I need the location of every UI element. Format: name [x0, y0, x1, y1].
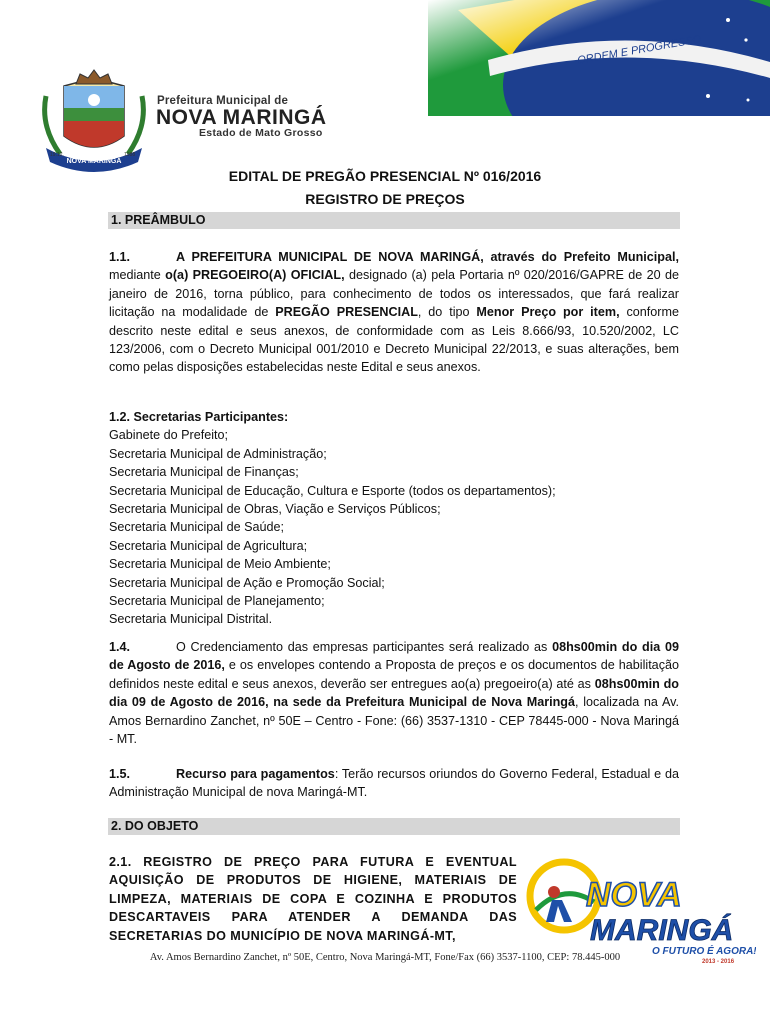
paragraph-number: 1.5.	[109, 767, 131, 781]
paragraph-1-2	[109, 408, 679, 629]
body-text: designado (a) pela Portaria nº 020/2016/GAPRE de 20 de janeiro de 2016, torna público, para conhecimento de todos os interessados, que fará realizar licitação na modalidade de	[109, 268, 679, 320]
section-heading-preambulo: 1. PREÂMBULO	[108, 212, 680, 229]
bold-text: PREGÃO PRESENCIAL	[275, 305, 418, 320]
nova-maringa-logo	[524, 852, 756, 964]
body-text: , localizada na Av. Amos Bernardino Zanchet, nº 50E – Centro - Fone: (66) 3537-1310 - CEP 78445-000 - Nova Maringá - MT.	[109, 695, 679, 747]
page-footer-address: Av. Amos Bernardino Zanchet, nº 50E, Centro, Nova Maringá-MT, Fone/Fax (66) 3537-1100, CEP: 78.445-000	[149, 952, 621, 963]
bold-text: 08hs00min do dia 09 de Agosto de 2016, na sede da Prefeitura Municipal de Nova Maringá	[109, 676, 679, 710]
bold-text: Menor Preço por item,	[476, 305, 620, 320]
seal-date-left: 19.12.	[50, 152, 64, 158]
body-text: conforme descrito neste edital e seus anexos, de conformidade com as Leis 8.666/93, 10.520/2002, LC 123/2006, com o Decreto Municipal 001/2010 e Decreto Municipal 22/2013, e suas alterações, bem como pelas disposições estabelecidas neste Edital e seus anexos.	[109, 305, 679, 375]
paragraph-2-1: 2.1. REGISTRO DE PREÇO PARA FUTURA E EVENTUAL AQUISIÇÃO DE PRODUTOS DE HIGIENE, MATERIAIS DE LIMPEZA, MATERIAIS DE COPA E COZINHA E PRODUTOS DESCARTAVEIS PARA ATENDER A DEMANDA DAS SECRETARIAS DO MUNICÍPIO DE NOVA MARINGÁ-MT,	[109, 855, 517, 943]
secretarias-heading: 1.2. Secretarias Participantes:	[109, 410, 289, 424]
brazil-flag-image	[428, 0, 770, 116]
paragraph-1-4	[109, 638, 679, 748]
secretaria-item: Secretaria Municipal de Educação, Cultura e Esporte (todos os departamentos);	[109, 483, 556, 498]
bold-text: A PREFEITURA MUNICIPAL DE NOVA MARINGÁ, através do Prefeito Municipal,	[176, 250, 679, 264]
body-text: mediante	[109, 268, 166, 283]
paragraph-1-1	[109, 248, 679, 377]
seal-ribbon-text: NOVA MARINGÁ	[66, 158, 122, 165]
header-state: Estado de Mato Grosso	[199, 127, 323, 139]
secretaria-item: Secretaria Municipal de Ação e Promoção Social;	[109, 575, 385, 590]
bold-text: o(a) PREGOEIRO(A) OFICIAL,	[165, 268, 345, 283]
municipal-seal-logo	[36, 66, 152, 174]
secretaria-item: Secretaria Municipal de Meio Ambiente;	[109, 557, 331, 572]
paragraph-1-5	[109, 765, 679, 802]
secretaria-item: Secretaria Municipal de Finanças;	[109, 465, 299, 480]
paragraph-number: 1.4.	[109, 640, 131, 654]
secretaria-item: Secretaria Municipal Distrital.	[109, 612, 273, 627]
logo-word-nova: NOVA	[586, 876, 682, 914]
body-text: , do tipo	[417, 305, 477, 320]
header-prefeitura: Prefeitura Municipal de	[157, 95, 289, 107]
bold-text: Recurso para pagamentos	[176, 767, 335, 781]
logo-word-maringa: MARINGÁ	[590, 914, 734, 947]
body-text: O Credenciamento das empresas participantes será realizado as	[176, 640, 553, 654]
section-heading-objeto: 2. DO OBJETO	[108, 818, 680, 835]
secretaria-item: Secretaria Municipal de Agricultura;	[109, 538, 308, 553]
logo-slogan: O FUTURO É AGORA!	[652, 946, 756, 957]
secretaria-item: Secretaria Municipal de Obras, Viação e Serviços Públicos;	[109, 502, 441, 517]
logo-years: 2013 - 2016	[702, 959, 735, 964]
secretaria-item: Secretaria Municipal de Planejamento;	[109, 594, 325, 609]
document-subtitle: REGISTRO DE PREÇOS	[305, 191, 465, 207]
body-text: e os envelopes contendo a Proposta de preços e os documentos de habilitação definidos neste edital e seus anexos, deverão ser entregues ao(a) pregoeiro(a) até as	[109, 658, 679, 691]
bold-text: 08hs00min do dia 09 de Agosto de 2016,	[109, 640, 679, 673]
paragraph-number: 1.1.	[109, 250, 131, 264]
secretaria-item: Gabinete do Prefeito;	[109, 428, 229, 443]
flag-motto: ORDEM E PROGRESSO	[576, 33, 702, 67]
body-text: : Terão recursos oriundos do Governo Federal, Estadual e da Administração Municipal de nova Maringá-MT.	[109, 767, 679, 800]
seal-date-right: 1988	[124, 152, 136, 158]
secretaria-item: Secretaria Municipal de Saúde;	[109, 520, 285, 535]
document-title: EDITAL DE PREGÃO PRESENCIAL Nº 016/2016	[228, 168, 542, 184]
header-municipality-name: NOVA MARINGÁ	[156, 106, 327, 129]
secretaria-item: Secretaria Municipal de Administração;	[109, 446, 327, 461]
